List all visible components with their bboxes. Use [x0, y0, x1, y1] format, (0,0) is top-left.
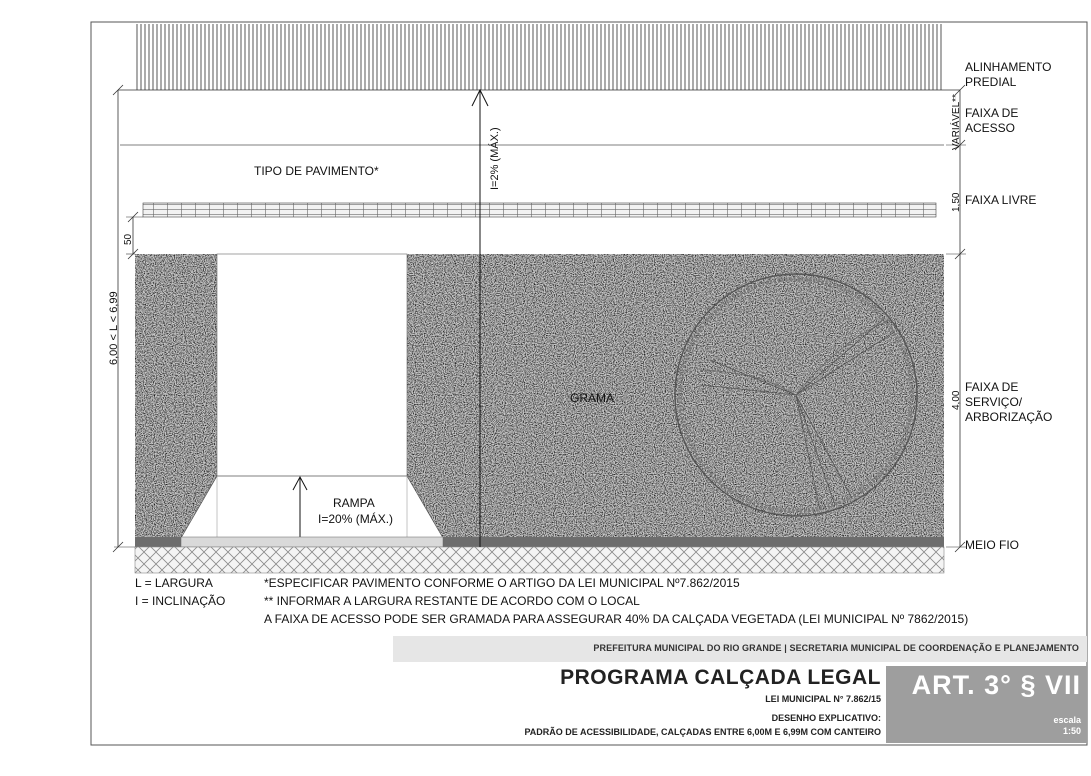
law-reference: LEI MUNICIPAL N° 7.862/15 — [765, 694, 881, 704]
ramp-label: RAMPA — [333, 496, 375, 510]
tactile-strip — [143, 203, 936, 217]
scale-value: 1:50 — [1062, 726, 1081, 736]
ramp-slope-label: I=20% (MÁX.) — [318, 512, 394, 526]
ramp — [181, 254, 443, 538]
article-label: ART. 3° § VII — [911, 670, 1081, 700]
note-pavimento: *ESPECIFICAR PAVIMENTO CONFORME O ARTIGO DA LEI MUNICIPAL Nº7.862/2015 — [264, 576, 740, 590]
street-hatch — [135, 547, 944, 573]
dim-servico: 4,00 — [951, 390, 962, 410]
legend-largura: L = LARGURA — [135, 576, 213, 590]
note-faixa-acesso: A FAIXA DE ACESSO PODE SER GRAMADA PARA ASSEGURAR 40% DA CALÇADA VEGETADA (LEI MUNICIPAL Nº 7862/2015) — [264, 612, 969, 626]
dim-total: 6,00 < L < 6,99 — [108, 291, 120, 365]
scale-label: escala — [1053, 715, 1081, 725]
dim-offset: 50 — [123, 233, 134, 245]
pavement-type-label: TIPO DE PAVIMENTO* — [254, 164, 379, 178]
right-dimension-line — [946, 85, 966, 552]
drawing-type: DESENHO EXPLICATIVO: — [771, 713, 881, 723]
zone-alinhamento-predial: ALINHAMENTO PREDIAL — [965, 60, 1052, 89]
article-box — [886, 666, 1087, 743]
slope-label: I=2% (MÁX.) — [489, 127, 501, 190]
dim-variavel: VARIÁVEL** — [951, 94, 962, 150]
zone-faixa-servico: FAIXA DE SERVIÇO/ ARBORIZAÇÃO — [965, 380, 1053, 424]
drawing-subtitle: PADRÃO DE ACESSIBILIDADE, CALÇADAS ENTRE 6,00M E 6,99M COM CANTEIRO — [524, 727, 881, 737]
zone-meio-fio: MEIO FIO — [965, 538, 1019, 552]
grass-label: GRAMA — [570, 391, 615, 405]
note-largura: ** INFORMAR A LARGURA RESTANTE DE ACORDO COM O LOCAL — [264, 594, 640, 608]
institution-name: PREFEITURA MUNICIPAL DO RIO GRANDE | SECRETARIA MUNICIPAL DE COORDENAÇÃO E PLANEJAMENTO — [593, 643, 1079, 653]
zone-faixa-livre: FAIXA LIVRE — [965, 193, 1037, 207]
legend-inclinacao: I = INCLINAÇÃO — [135, 594, 226, 608]
dim-livre: 1,50 — [951, 192, 962, 212]
program-title: PROGRAMA CALÇADA LEGAL — [560, 666, 881, 689]
institution-band — [393, 636, 1087, 662]
zone-faixa-acesso: FAIXA DE ACESSO — [965, 106, 1019, 135]
